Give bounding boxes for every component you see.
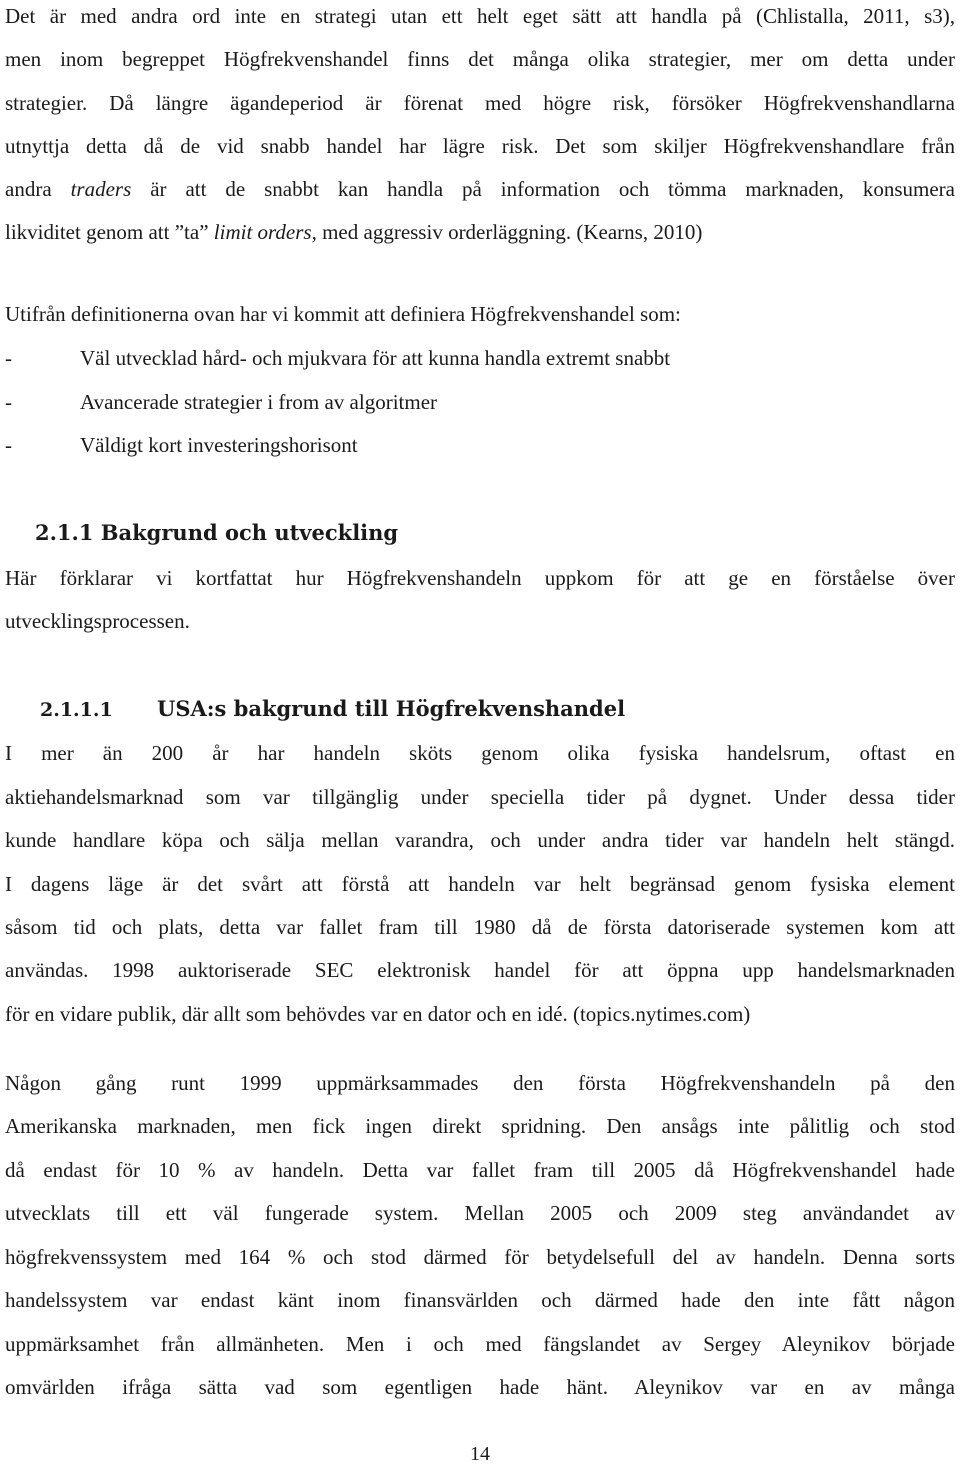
definition-intro: Utifrån definitionerna ovan har vi kommit att definiera Högfrekvenshandel som: [5,302,681,326]
paragraph-line: högfrekvenssystem med 164 % och stod därmed för betydelsefull del av handeln. Denna sorts [5,1245,955,1269]
paragraph-line: utvecklats till ett väl fungerade system. Mellan 2005 och 2009 steg användandet av [5,1201,955,1225]
list-item: - Avancerade strategier i from av algoritmer [5,390,438,414]
paragraph-line: Amerikanska marknaden, men fick ingen direkt spridning. Den ansågs inte pålitlig och stod [5,1114,955,1138]
section-heading: 2.1.1 Bakgrund och utveckling [35,520,399,545]
paragraph-line: Här förklarar vi kortfattat hur Högfrekvenshandeln uppkom för att ge en förståelse över [5,566,955,590]
paragraph-line: andra traders är att de snabbt kan handla på information och tömma marknaden, konsumera [5,177,955,201]
subsection-number: 2.1.1.1 [40,699,113,721]
paragraph-line: omvärlden ifråga sätta vad som egentligen hade hänt. Aleynikov var en av många [5,1375,955,1399]
italic-term: limit orders, [213,220,317,244]
page-number: 14 [470,1443,490,1465]
paragraph-line: men inom begreppet Högfrekvenshandel finns det många olika strategier, mer om detta under [5,47,955,71]
paragraph-line: uppmärksamhet från allmänheten. Men i och med fängslandet av Sergey Aleynikov började [5,1332,955,1356]
list-item: - Väldigt kort investeringshorisont [5,433,358,457]
paragraph-line: I dagens läge är det svårt att förstå att handeln var helt begränsad genom fysiska element [5,872,955,896]
paragraph-line: likviditet genom att ”ta” limit orders, med aggressiv orderläggning. (Kearns, 2010) [5,220,703,244]
paragraph-line: I mer än 200 år har handeln sköts genom olika fysiska handelsrum, oftast en [5,741,955,765]
subsection-heading: USA:s bakgrund till Högfrekvenshandel [157,696,626,721]
italic-term: traders [70,177,132,201]
paragraph-line: utnyttja detta då de vid snabb handel har lägre risk. Det som skiljer Högfrekvenshandlare från [5,134,955,158]
paragraph-line: aktiehandelsmarknad som var tillgänglig under speciella tider på dygnet. Under dessa tider [5,785,955,809]
paragraph-line: då endast för 10 % av handeln. Detta var fallet fram till 2005 då Högfrekvenshandel hade [5,1158,955,1182]
list-item: - Väl utvecklad hård- och mjukvara för att kunna handla extremt snabbt [5,346,671,370]
paragraph-line: handelssystem var endast känt inom finansvärlden och därmed hade den inte fått någon [5,1288,955,1312]
paragraph-line: användas. 1998 auktoriserade SEC elektronisk handel för att öppna upp handelsmarknaden [5,958,955,982]
paragraph-line: utvecklingsprocessen. [5,609,190,633]
paragraph-line: strategier. Då längre ägandeperiod är förenat med högre risk, försöker Högfrekvenshandlarna [5,91,955,115]
paragraph-line: Det är med andra ord inte en strategi utan ett helt eget sätt att handla på (Chlistalla, 2011, s3), [5,4,955,28]
paragraph-line: Någon gång runt 1999 uppmärksammades den första Högfrekvenshandeln på den [5,1071,955,1095]
paragraph-line: för en vidare publik, där allt som behövdes var en dator och en idé. (topics.nytimes.com) [5,1002,751,1026]
paragraph-line: kunde handlare köpa och sälja mellan varandra, och under andra tider var handeln helt stängd. [5,828,955,852]
paragraph-line: såsom tid och plats, detta var fallet fram till 1980 då de första datoriserade systemen kom att [5,915,955,939]
